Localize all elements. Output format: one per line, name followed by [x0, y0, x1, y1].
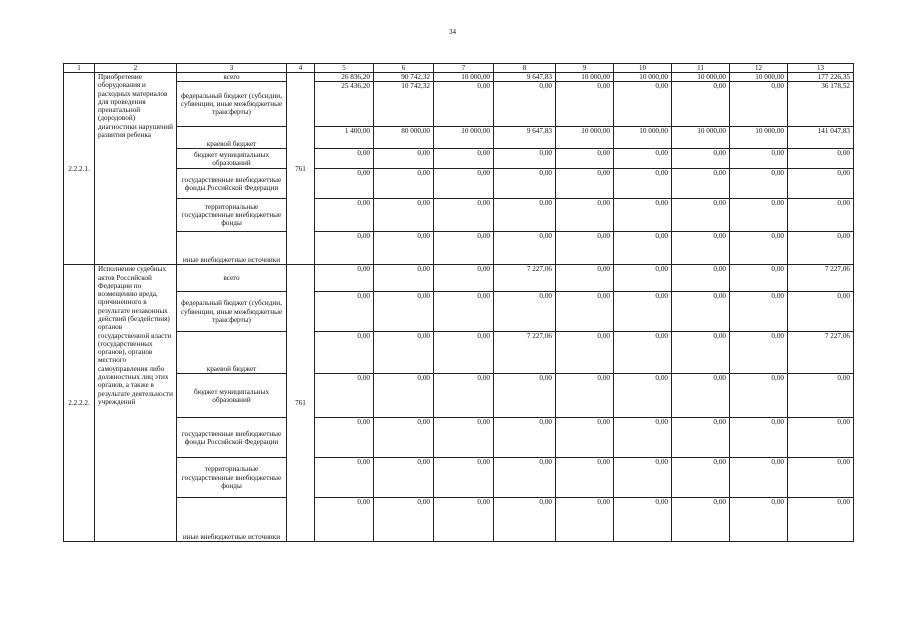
value-cell: 0,00 — [672, 232, 730, 265]
value-cell: 0,00 — [614, 418, 672, 458]
value-cell: 0,00 — [614, 232, 672, 265]
value-cell: 10 000,00 — [730, 73, 788, 82]
value-cell: 0,00 — [494, 374, 556, 418]
funding-source: федеральный бюджет (субсидии, субвенции, иные межбюджетные трансферты) — [177, 82, 287, 127]
row-code: 2.2.2.1. — [64, 73, 95, 265]
funding-source: бюджет муниципальных образований — [177, 149, 287, 169]
value-cell: 0,00 — [434, 265, 494, 292]
value-cell: 0,00 — [374, 498, 434, 542]
value-cell: 0,00 — [614, 374, 672, 418]
value-cell: 0,00 — [315, 498, 374, 542]
funding-source: государственные внебюджетные фонды Российской Федерации — [177, 418, 287, 458]
funding-source: краевой бюджет — [177, 332, 287, 374]
value-cell: 0,00 — [434, 292, 494, 332]
value-cell: 0,00 — [434, 458, 494, 498]
value-cell: 0,00 — [556, 265, 614, 292]
value-cell: 36 178,52 — [788, 82, 854, 127]
value-cell: 0,00 — [494, 292, 556, 332]
value-cell: 9 647,83 — [494, 127, 556, 149]
value-cell: 0,00 — [788, 232, 854, 265]
table-row — [64, 232, 854, 265]
value-cell: 0,00 — [672, 418, 730, 458]
value-cell: 0,00 — [494, 458, 556, 498]
value-cell: 0,00 — [556, 332, 614, 374]
table-row — [64, 458, 854, 498]
value-cell: 0,00 — [672, 332, 730, 374]
value-cell: 10 000,00 — [556, 73, 614, 82]
value-cell: 0,00 — [315, 199, 374, 232]
header-cell: 13 — [788, 64, 854, 73]
value-cell: 0,00 — [315, 232, 374, 265]
value-cell: 0,00 — [315, 265, 374, 292]
value-cell: 0,00 — [730, 498, 788, 542]
value-cell: 0,00 — [672, 265, 730, 292]
value-cell: 7 227,06 — [788, 265, 854, 292]
table-row — [64, 332, 854, 374]
table-row — [64, 418, 854, 458]
value-cell: 0,00 — [374, 418, 434, 458]
funding-source: территориальные государственные внебюджетные фонды — [177, 458, 287, 498]
value-cell: 7 227,06 — [494, 332, 556, 374]
value-cell: 10 000,00 — [614, 127, 672, 149]
value-cell: 0,00 — [556, 82, 614, 127]
value-cell: 0,00 — [494, 498, 556, 542]
funding-source: всего — [177, 265, 287, 292]
header-cell: 7 — [434, 64, 494, 73]
value-cell: 9 647,83 — [494, 73, 556, 82]
value-cell: 0,00 — [434, 374, 494, 418]
value-cell: 0,00 — [374, 265, 434, 292]
value-cell: 25 436,20 — [315, 82, 374, 127]
value-cell: 0,00 — [494, 418, 556, 458]
row-code: 2.2.2.2. — [64, 265, 95, 542]
value-cell: 0,00 — [672, 82, 730, 127]
value-cell: 0,00 — [614, 458, 672, 498]
value-cell: 0,00 — [434, 498, 494, 542]
value-cell: 10 000,00 — [434, 127, 494, 149]
value-cell: 0,00 — [556, 458, 614, 498]
value-cell: 0,00 — [556, 292, 614, 332]
table-row — [64, 498, 854, 542]
funding-source: краевой бюджет — [177, 127, 287, 149]
value-cell: 10 000,00 — [434, 73, 494, 82]
value-cell: 0,00 — [315, 149, 374, 169]
value-cell: 1 400,00 — [315, 127, 374, 149]
value-cell: 0,00 — [730, 374, 788, 418]
value-cell: 0,00 — [788, 418, 854, 458]
value-cell: 0,00 — [374, 374, 434, 418]
table-row — [64, 374, 854, 418]
table-row — [64, 73, 854, 82]
header-cell: 5 — [315, 64, 374, 73]
value-cell: 0,00 — [614, 498, 672, 542]
value-cell: 0,00 — [315, 458, 374, 498]
value-cell: 0,00 — [494, 82, 556, 127]
value-cell: 0,00 — [614, 82, 672, 127]
table-row — [64, 199, 854, 232]
value-cell: 0,00 — [556, 199, 614, 232]
value-cell: 10 000,00 — [730, 127, 788, 149]
value-cell: 0,00 — [374, 169, 434, 199]
value-cell: 0,00 — [315, 169, 374, 199]
value-cell: 0,00 — [672, 374, 730, 418]
value-cell: 10 000,00 — [614, 73, 672, 82]
table-row — [64, 149, 854, 169]
table-row — [64, 127, 854, 149]
value-cell: 0,00 — [374, 292, 434, 332]
value-cell: 0,00 — [434, 232, 494, 265]
value-cell: 0,00 — [556, 232, 614, 265]
budget-table — [63, 63, 854, 542]
value-cell: 0,00 — [434, 149, 494, 169]
agency-code: 761 — [287, 265, 315, 542]
value-cell: 0,00 — [614, 332, 672, 374]
value-cell: 0,00 — [730, 82, 788, 127]
header-row — [64, 64, 854, 73]
header-cell: 2 — [95, 64, 177, 73]
value-cell: 0,00 — [788, 149, 854, 169]
value-cell: 0,00 — [494, 232, 556, 265]
value-cell: 0,00 — [788, 458, 854, 498]
value-cell: 0,00 — [730, 292, 788, 332]
value-cell: 0,00 — [315, 292, 374, 332]
value-cell: 0,00 — [374, 199, 434, 232]
value-cell: 0,00 — [730, 418, 788, 458]
header-cell: 3 — [177, 64, 287, 73]
value-cell: 0,00 — [374, 232, 434, 265]
value-cell: 10 742,32 — [374, 82, 434, 127]
value-cell: 7 227,06 — [788, 332, 854, 374]
value-cell: 90 742,32 — [374, 73, 434, 82]
value-cell: 0,00 — [672, 498, 730, 542]
value-cell: 0,00 — [614, 292, 672, 332]
row-name: Приобретение оборудования и расходных материалов для проведения пренатальной (дородовой) диагностики нарушений развития ребенка — [95, 73, 177, 265]
value-cell: 0,00 — [374, 458, 434, 498]
value-cell: 0,00 — [614, 149, 672, 169]
value-cell: 10 000,00 — [556, 127, 614, 149]
value-cell: 0,00 — [494, 169, 556, 199]
value-cell: 0,00 — [672, 292, 730, 332]
value-cell: 7 227,06 — [494, 265, 556, 292]
value-cell: 141 047,83 — [788, 127, 854, 149]
header-cell: 12 — [730, 64, 788, 73]
header-cell: 1 — [64, 64, 95, 73]
value-cell: 0,00 — [556, 418, 614, 458]
value-cell: 0,00 — [556, 169, 614, 199]
table-row — [64, 292, 854, 332]
value-cell: 0,00 — [494, 149, 556, 169]
funding-source: государственные внебюджетные фонды Российской Федерации — [177, 169, 287, 199]
funding-source: всего — [177, 73, 287, 82]
table-row — [64, 169, 854, 199]
header-cell: 10 — [614, 64, 672, 73]
value-cell: 0,00 — [434, 82, 494, 127]
funding-source: федеральный бюджет (субсидии, субвенции, иные межбюджетные трансферты) — [177, 292, 287, 332]
value-cell: 0,00 — [614, 169, 672, 199]
value-cell: 0,00 — [434, 169, 494, 199]
value-cell: 0,00 — [315, 418, 374, 458]
funding-source: бюджет муниципальных образований — [177, 374, 287, 418]
value-cell: 10 000,00 — [672, 127, 730, 149]
value-cell: 0,00 — [730, 149, 788, 169]
value-cell: 0,00 — [556, 374, 614, 418]
value-cell: 80 000,00 — [374, 127, 434, 149]
value-cell: 0,00 — [788, 292, 854, 332]
value-cell: 0,00 — [614, 265, 672, 292]
header-cell: 8 — [494, 64, 556, 73]
value-cell: 0,00 — [730, 199, 788, 232]
value-cell: 0,00 — [434, 199, 494, 232]
value-cell: 0,00 — [672, 199, 730, 232]
funding-source: иные внебюджетные источники — [177, 232, 287, 265]
value-cell: 0,00 — [788, 169, 854, 199]
value-cell: 0,00 — [494, 199, 556, 232]
page-number: 34 — [449, 28, 456, 36]
header-cell: 9 — [556, 64, 614, 73]
value-cell: 0,00 — [730, 232, 788, 265]
value-cell: 177 226,35 — [788, 73, 854, 82]
agency-code: 761 — [287, 73, 315, 265]
value-cell: 0,00 — [788, 498, 854, 542]
value-cell: 0,00 — [556, 498, 614, 542]
table-row — [64, 82, 854, 127]
header-cell: 11 — [672, 64, 730, 73]
funding-source: иные внебюджетные источники — [177, 498, 287, 542]
value-cell: 0,00 — [434, 332, 494, 374]
row-name: Исполнение судебных актов Российской Федерации по возмещению вреда, причиненного в результате незаконных действий (бездействия) органов государственной власти (государственных органов), органов местного самоуправления либо должностных лиц этих органов, а также в результате деятельности учреждений — [95, 265, 177, 542]
value-cell: 0,00 — [788, 199, 854, 232]
value-cell: 0,00 — [672, 149, 730, 169]
value-cell: 0,00 — [730, 332, 788, 374]
value-cell: 10 000,00 — [672, 73, 730, 82]
value-cell: 0,00 — [315, 332, 374, 374]
value-cell: 0,00 — [672, 458, 730, 498]
value-cell: 0,00 — [730, 458, 788, 498]
value-cell: 0,00 — [730, 265, 788, 292]
funding-source: территориальные государственные внебюджетные фонды — [177, 199, 287, 232]
value-cell: 0,00 — [374, 149, 434, 169]
value-cell: 0,00 — [730, 169, 788, 199]
value-cell: 0,00 — [788, 374, 854, 418]
value-cell: 0,00 — [434, 418, 494, 458]
value-cell: 0,00 — [672, 169, 730, 199]
value-cell: 0,00 — [614, 199, 672, 232]
header-cell: 4 — [287, 64, 315, 73]
value-cell: 0,00 — [374, 332, 434, 374]
value-cell: 0,00 — [556, 149, 614, 169]
value-cell: 26 836,20 — [315, 73, 374, 82]
table-row — [64, 265, 854, 292]
value-cell: 0,00 — [315, 374, 374, 418]
header-cell: 6 — [374, 64, 434, 73]
